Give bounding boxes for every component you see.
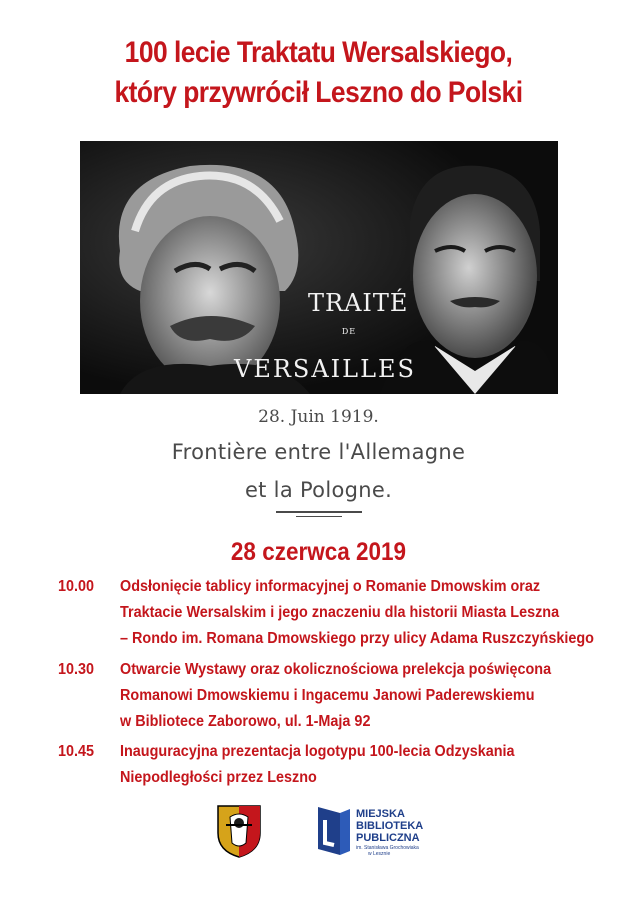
library-name-line-1: MIEJSKA	[356, 808, 405, 820]
event-3-line-2: Niepodległości przez Leszno	[120, 769, 317, 786]
leszno-coat-of-arms-icon	[216, 803, 262, 858]
event-2-line-2: Romanowi Dmowskiemu i Ingacemu Janowi Paderewskiemu	[120, 687, 535, 704]
event-2-line-1: Otwarcie Wystawy oraz okolicznościowa prelekcja poświęcona	[120, 661, 552, 678]
divider-rule	[276, 511, 362, 513]
library-book-icon	[316, 805, 352, 857]
event-2-line-3: w Bibliotece Zaborowo, ul. 1-Maja 92	[120, 713, 371, 730]
library-patron: im. Stanisława Grochowiaka	[356, 845, 419, 851]
treaty-subtitle-line-2: et la Pologne.	[244, 478, 393, 502]
event-1-line-2: Traktacie Wersalskim i jego znaczeniu dla historii Miasta Leszna	[120, 604, 560, 621]
event-1-line-3: – Rondo im. Romana Dmowskiego przy ulicy Adama Ruszczyńskiego	[120, 630, 594, 647]
event-1-line-1: Odsłonięcie tablicy informacyjnej o Romanie Dmowskim oraz	[120, 578, 541, 595]
historical-photo	[80, 141, 558, 394]
event-time-1: 10.00	[58, 578, 95, 595]
event-date: 28 czerwca 2019	[230, 538, 407, 566]
library-logo	[316, 805, 446, 860]
photo-caption-traite: TRAITÉ	[308, 289, 409, 317]
photo-caption-de: DE	[341, 327, 357, 336]
library-name-line-2: BIBLIOTEKA	[356, 820, 424, 832]
photo-caption-versailles: VERSAILLES	[233, 355, 416, 383]
event-time-3: 10.45	[58, 743, 95, 760]
library-city: w Lesznie	[368, 851, 391, 857]
event-3-line-1: Inauguracyjna prezentacja logotypu 100-lecia Odzyskania	[120, 743, 515, 760]
treaty-date: 28. Juin 1919.	[258, 407, 379, 427]
divider-rule-short	[296, 516, 342, 517]
poster-title-line-2: który przywrócił Leszno do Polski	[114, 76, 523, 109]
poster-title-line-1: 100 lecie Traktatu Wersalskiego,	[124, 36, 513, 69]
library-name-line-3: PUBLICZNA	[356, 832, 420, 844]
event-time-2: 10.30	[58, 661, 95, 678]
treaty-subtitle-line-1: Frontière entre l'Allemagne	[171, 440, 466, 464]
